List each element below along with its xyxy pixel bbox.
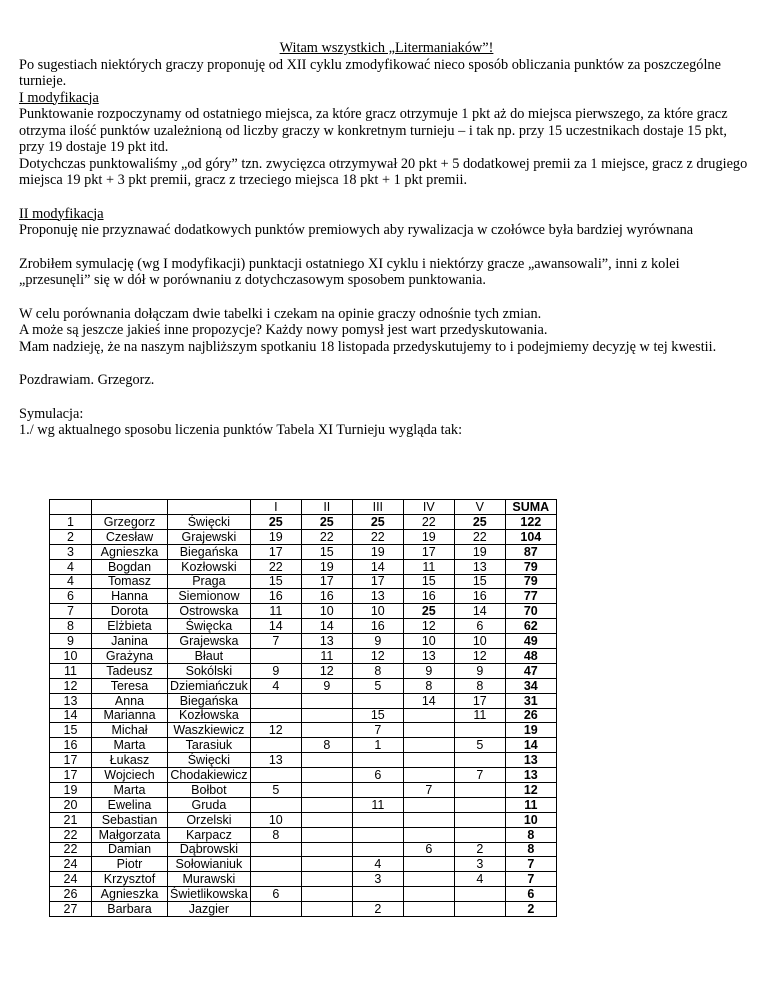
round-1-cell: 12 xyxy=(250,723,301,738)
sum-cell: 122 xyxy=(505,515,556,530)
last-name-cell: Święcki xyxy=(168,753,251,768)
rank-cell: 8 xyxy=(50,619,92,634)
round-5-cell xyxy=(454,753,505,768)
last-name-cell: Ostrowska xyxy=(168,604,251,619)
round-5-cell: 10 xyxy=(454,634,505,649)
table-row xyxy=(50,663,557,678)
round-3-cell: 7 xyxy=(352,723,403,738)
round-1-cell: 22 xyxy=(250,559,301,574)
sum-cell: 70 xyxy=(505,604,556,619)
first-name-cell: Hanna xyxy=(92,589,168,604)
first-name-cell: Janina xyxy=(92,634,168,649)
round-2-cell: 15 xyxy=(301,544,352,559)
first-name-cell: Elżbieta xyxy=(92,619,168,634)
round-5-cell: 5 xyxy=(454,738,505,753)
round-4-cell: 10 xyxy=(403,634,454,649)
round-1-cell xyxy=(250,902,301,917)
round-1-cell: 5 xyxy=(250,783,301,798)
last-name-cell: Praga xyxy=(168,574,251,589)
last-name-cell: Święcka xyxy=(168,619,251,634)
round-1-cell: 15 xyxy=(250,574,301,589)
round-2-cell xyxy=(301,857,352,872)
last-name-cell: Grajewski xyxy=(168,529,251,544)
last-name-cell: Dąbrowski xyxy=(168,842,251,857)
round-2-cell xyxy=(301,902,352,917)
round-2-cell xyxy=(301,693,352,708)
rank-cell: 12 xyxy=(50,678,92,693)
round-1-cell: 16 xyxy=(250,589,301,604)
sum-cell: 12 xyxy=(505,783,556,798)
table-row xyxy=(50,857,557,872)
sum-cell: 26 xyxy=(505,708,556,723)
round-3-cell: 19 xyxy=(352,544,403,559)
round-1-cell xyxy=(250,738,301,753)
round-4-cell xyxy=(403,902,454,917)
round-5-cell: 19 xyxy=(454,544,505,559)
round-3-cell: 2 xyxy=(352,902,403,917)
rank-cell: 3 xyxy=(50,544,92,559)
mod1-text-2: Dotychczas punktowaliśmy „od góry” tzn. zwycięzca otrzymywał 20 pkt + 5 dodatkowej premii za 1 miejsce, gracz z drugiego miejsca 19 pkt + 3 pkt premii, gracz z trzeciego miejsca 18 pkt + 1 pkt premii. xyxy=(19,155,748,188)
rank-cell: 24 xyxy=(50,857,92,872)
sum-cell: 48 xyxy=(505,649,556,664)
round-4-cell: 13 xyxy=(403,649,454,664)
round-2-cell xyxy=(301,708,352,723)
round-5-cell: 9 xyxy=(454,663,505,678)
rank-cell: 2 xyxy=(50,529,92,544)
round-5-cell: 15 xyxy=(454,574,505,589)
round-1-cell: 9 xyxy=(250,663,301,678)
round-1-cell: 8 xyxy=(250,827,301,842)
round-3-cell xyxy=(352,887,403,902)
round-4-cell: 25 xyxy=(403,604,454,619)
round-4-cell: 17 xyxy=(403,544,454,559)
round-5-cell: 6 xyxy=(454,619,505,634)
round-3-cell: 22 xyxy=(352,529,403,544)
header-blank-cell xyxy=(168,500,251,515)
rank-cell: 9 xyxy=(50,634,92,649)
rank-cell: 17 xyxy=(50,768,92,783)
round-2-cell: 12 xyxy=(301,663,352,678)
sum-cell: 62 xyxy=(505,619,556,634)
round-5-cell: 2 xyxy=(454,842,505,857)
round-4-cell xyxy=(403,753,454,768)
rank-cell: 14 xyxy=(50,708,92,723)
sum-cell: 6 xyxy=(505,887,556,902)
round-1-cell: 17 xyxy=(250,544,301,559)
table-row xyxy=(50,634,557,649)
first-name-cell: Anna xyxy=(92,693,168,708)
round-3-cell: 5 xyxy=(352,678,403,693)
round-4-cell xyxy=(403,872,454,887)
last-name-cell: Jazgier xyxy=(168,902,251,917)
round-2-cell: 16 xyxy=(301,589,352,604)
round-2-cell xyxy=(301,887,352,902)
rank-cell: 10 xyxy=(50,649,92,664)
round-5-cell: 25 xyxy=(454,515,505,530)
sum-cell: 7 xyxy=(505,872,556,887)
header-round: III xyxy=(352,500,403,515)
round-1-cell xyxy=(250,649,301,664)
round-3-cell: 15 xyxy=(352,708,403,723)
round-1-cell: 6 xyxy=(250,887,301,902)
intro-paragraph: Po sugestiach niektórych graczy proponuję od XII cyklu zmodyfikować nieco sposób obliczania punktów za poszczególne turnieje. xyxy=(19,56,721,89)
table-row xyxy=(50,678,557,693)
round-3-cell: 16 xyxy=(352,619,403,634)
last-name-cell: Świetlikowska xyxy=(168,887,251,902)
round-4-cell: 6 xyxy=(403,842,454,857)
last-name-cell: Biegańska xyxy=(168,544,251,559)
round-2-cell xyxy=(301,842,352,857)
rank-cell: 7 xyxy=(50,604,92,619)
round-1-cell: 25 xyxy=(250,515,301,530)
table-header-row xyxy=(50,500,557,515)
mod2-text: Proponuję nie przyznawać dodatkowych punktów premiowych aby rywalizacja w czołówce była bardziej wyrównana xyxy=(19,222,694,238)
mod2-heading: II modyfikacja xyxy=(19,205,104,222)
first-name-cell: Agnieszka xyxy=(92,887,168,902)
first-name-cell: Marta xyxy=(92,738,168,753)
rank-cell: 16 xyxy=(50,738,92,753)
table-row xyxy=(50,544,557,559)
table-row xyxy=(50,604,557,619)
table-row xyxy=(50,529,557,544)
round-5-cell: 7 xyxy=(454,768,505,783)
table-row xyxy=(50,872,557,887)
sum-cell: 10 xyxy=(505,812,556,827)
simulation-paragraph: Zrobiłem symulację (wg I modyfikacji) punktacji ostatniego XI cyklu i niektórzy gracze „awansowali”, inni z kolei „przesunęli” się w dół w porównaniu z dotychczasowym sposobem punktowania. xyxy=(19,255,680,288)
round-1-cell xyxy=(250,872,301,887)
round-2-cell xyxy=(301,753,352,768)
round-2-cell xyxy=(301,872,352,887)
header-round: II xyxy=(301,500,352,515)
round-4-cell: 7 xyxy=(403,783,454,798)
first-name-cell: Piotr xyxy=(92,857,168,872)
header-blank-cell xyxy=(50,500,92,515)
sum-cell: 11 xyxy=(505,797,556,812)
first-name-cell: Małgorzata xyxy=(92,827,168,842)
round-5-cell: 8 xyxy=(454,678,505,693)
round-5-cell: 4 xyxy=(454,872,505,887)
round-4-cell xyxy=(403,812,454,827)
rank-cell: 20 xyxy=(50,797,92,812)
round-4-cell xyxy=(403,887,454,902)
first-name-cell: Barbara xyxy=(92,902,168,917)
first-name-cell: Czesław xyxy=(92,529,168,544)
round-3-cell: 4 xyxy=(352,857,403,872)
round-5-cell: 14 xyxy=(454,604,505,619)
first-name-cell: Tomasz xyxy=(92,574,168,589)
round-2-cell: 8 xyxy=(301,738,352,753)
rank-cell: 19 xyxy=(50,783,92,798)
table-row xyxy=(50,768,557,783)
first-name-cell: Bogdan xyxy=(92,559,168,574)
table-row xyxy=(50,753,557,768)
first-name-cell: Damian xyxy=(92,842,168,857)
round-2-cell: 17 xyxy=(301,574,352,589)
round-1-cell: 4 xyxy=(250,678,301,693)
round-2-cell: 11 xyxy=(301,649,352,664)
round-4-cell: 22 xyxy=(403,515,454,530)
last-name-cell: Karpacz xyxy=(168,827,251,842)
compare-line-3: Mam nadzieję, że na naszym najbliższym spotkaniu 18 listopada przedyskutujemy to i podejmiemy decyzję w tej kwestii. xyxy=(19,338,717,355)
round-1-cell xyxy=(250,708,301,723)
round-4-cell: 15 xyxy=(403,574,454,589)
first-name-cell: Teresa xyxy=(92,678,168,693)
round-3-cell: 1 xyxy=(352,738,403,753)
table-row xyxy=(50,589,557,604)
round-3-cell xyxy=(352,812,403,827)
round-1-cell xyxy=(250,797,301,812)
rank-cell: 27 xyxy=(50,902,92,917)
table-row xyxy=(50,723,557,738)
sum-cell: 13 xyxy=(505,768,556,783)
simulation-intro: 1./ wg aktualnego sposobu liczenia punktów Tabela XI Turnieju wygląda tak: xyxy=(19,422,463,438)
last-name-cell: Siemionow xyxy=(168,589,251,604)
round-1-cell xyxy=(250,768,301,783)
sum-cell: 34 xyxy=(505,678,556,693)
round-4-cell: 14 xyxy=(403,693,454,708)
document-body xyxy=(19,40,754,439)
round-4-cell xyxy=(403,738,454,753)
table-row xyxy=(50,827,557,842)
round-5-cell xyxy=(454,812,505,827)
round-4-cell xyxy=(403,708,454,723)
round-1-cell: 13 xyxy=(250,753,301,768)
round-5-cell xyxy=(454,723,505,738)
last-name-cell: Święcki xyxy=(168,515,251,530)
table-row xyxy=(50,649,557,664)
round-4-cell xyxy=(403,723,454,738)
header-blank-cell xyxy=(92,500,168,515)
first-name-cell: Grzegorz xyxy=(92,515,168,530)
round-3-cell: 10 xyxy=(352,604,403,619)
last-name-cell: Grajewska xyxy=(168,634,251,649)
last-name-cell: Gruda xyxy=(168,797,251,812)
round-2-cell: 19 xyxy=(301,559,352,574)
header-round: V xyxy=(454,500,505,515)
round-5-cell xyxy=(454,783,505,798)
round-4-cell xyxy=(403,797,454,812)
round-3-cell: 13 xyxy=(352,589,403,604)
last-name-cell: Dziemiańczuk xyxy=(168,678,251,693)
header-suma: SUMA xyxy=(505,500,556,515)
round-3-cell: 8 xyxy=(352,663,403,678)
round-3-cell: 6 xyxy=(352,768,403,783)
first-name-cell: Grażyna xyxy=(92,649,168,664)
round-4-cell: 12 xyxy=(403,619,454,634)
round-1-cell: 10 xyxy=(250,812,301,827)
rank-cell: 24 xyxy=(50,872,92,887)
sum-cell: 2 xyxy=(505,902,556,917)
round-3-cell: 12 xyxy=(352,649,403,664)
first-name-cell: Agnieszka xyxy=(92,544,168,559)
rank-cell: 26 xyxy=(50,887,92,902)
table-row xyxy=(50,902,557,917)
round-2-cell: 22 xyxy=(301,529,352,544)
round-4-cell: 19 xyxy=(403,529,454,544)
table-row xyxy=(50,619,557,634)
round-1-cell xyxy=(250,857,301,872)
rank-cell: 4 xyxy=(50,559,92,574)
round-2-cell: 9 xyxy=(301,678,352,693)
table-row xyxy=(50,693,557,708)
round-1-cell: 14 xyxy=(250,619,301,634)
round-5-cell: 17 xyxy=(454,693,505,708)
round-3-cell: 9 xyxy=(352,634,403,649)
last-name-cell: Kozłowski xyxy=(168,559,251,574)
round-3-cell xyxy=(352,827,403,842)
rank-cell: 4 xyxy=(50,574,92,589)
sum-cell: 77 xyxy=(505,589,556,604)
last-name-cell: Bołbot xyxy=(168,783,251,798)
sum-cell: 47 xyxy=(505,663,556,678)
sum-cell: 104 xyxy=(505,529,556,544)
round-1-cell xyxy=(250,842,301,857)
round-2-cell xyxy=(301,723,352,738)
sum-cell: 79 xyxy=(505,574,556,589)
table-row xyxy=(50,515,557,530)
header-round: IV xyxy=(403,500,454,515)
first-name-cell: Łukasz xyxy=(92,753,168,768)
round-3-cell: 25 xyxy=(352,515,403,530)
last-name-cell: Tarasiuk xyxy=(168,738,251,753)
round-3-cell: 17 xyxy=(352,574,403,589)
first-name-cell: Wojciech xyxy=(92,768,168,783)
last-name-cell: Sokólski xyxy=(168,663,251,678)
first-name-cell: Michał xyxy=(92,723,168,738)
round-4-cell: 11 xyxy=(403,559,454,574)
sum-cell: 14 xyxy=(505,738,556,753)
first-name-cell: Marta xyxy=(92,783,168,798)
last-name-cell: Błaut xyxy=(168,649,251,664)
round-1-cell: 19 xyxy=(250,529,301,544)
sum-cell: 49 xyxy=(505,634,556,649)
round-5-cell xyxy=(454,902,505,917)
round-2-cell: 25 xyxy=(301,515,352,530)
rank-cell: 22 xyxy=(50,842,92,857)
round-2-cell xyxy=(301,768,352,783)
round-4-cell xyxy=(403,768,454,783)
last-name-cell: Sołowianiuk xyxy=(168,857,251,872)
round-5-cell: 3 xyxy=(454,857,505,872)
rank-cell: 15 xyxy=(50,723,92,738)
compare-line-1: W celu porównania dołączam dwie tabelki i czekam na opinie graczy odnośnie tych zmian. xyxy=(19,305,542,322)
round-3-cell: 11 xyxy=(352,797,403,812)
rank-cell: 6 xyxy=(50,589,92,604)
compare-line-2: A może są jeszcze jakieś inne propozycje? Każdy nowy pomysł jest wart przedyskutowania. xyxy=(19,322,548,338)
rank-cell: 17 xyxy=(50,753,92,768)
round-2-cell: 13 xyxy=(301,634,352,649)
last-name-cell: Biegańska xyxy=(168,693,251,708)
round-5-cell: 11 xyxy=(454,708,505,723)
sum-cell: 79 xyxy=(505,559,556,574)
round-3-cell: 14 xyxy=(352,559,403,574)
results-table xyxy=(49,499,557,917)
round-3-cell xyxy=(352,753,403,768)
last-name-cell: Murawski xyxy=(168,872,251,887)
round-5-cell xyxy=(454,827,505,842)
sum-cell: 13 xyxy=(505,753,556,768)
mod1-heading: I modyfikacja xyxy=(19,89,99,106)
round-3-cell xyxy=(352,842,403,857)
round-2-cell xyxy=(301,827,352,842)
round-1-cell xyxy=(250,693,301,708)
round-4-cell: 16 xyxy=(403,589,454,604)
last-name-cell: Kozłowska xyxy=(168,708,251,723)
round-4-cell xyxy=(403,857,454,872)
first-name-cell: Dorota xyxy=(92,604,168,619)
sum-cell: 8 xyxy=(505,842,556,857)
table-row xyxy=(50,842,557,857)
round-1-cell: 11 xyxy=(250,604,301,619)
sum-cell: 31 xyxy=(505,693,556,708)
rank-cell: 22 xyxy=(50,827,92,842)
round-2-cell xyxy=(301,783,352,798)
round-5-cell: 16 xyxy=(454,589,505,604)
round-1-cell: 7 xyxy=(250,634,301,649)
table-row xyxy=(50,574,557,589)
table-row xyxy=(50,559,557,574)
rank-cell: 13 xyxy=(50,693,92,708)
round-4-cell xyxy=(403,827,454,842)
last-name-cell: Chodakiewicz xyxy=(168,768,251,783)
round-5-cell xyxy=(454,887,505,902)
last-name-cell: Orzelski xyxy=(168,812,251,827)
greeting: Pozdrawiam. Grzegorz. xyxy=(19,372,155,388)
round-5-cell: 12 xyxy=(454,649,505,664)
round-5-cell: 13 xyxy=(454,559,505,574)
mod1-text-1: Punktowanie rozpoczynamy od ostatniego miejsca, za które gracz otrzymuje 1 pkt aż do miejsca pierwszego, za które gracz otrzyma ilość punktów uzależnioną od liczby graczy w konkretnym turnieju – i tak np. przy 15 uczestnikach dostaje 15 pkt, przy 19 dostaje 19 pkt itd. xyxy=(19,106,728,155)
sum-cell: 8 xyxy=(505,827,556,842)
sum-cell: 87 xyxy=(505,544,556,559)
round-2-cell: 14 xyxy=(301,619,352,634)
document-title: Witam wszystkich „Litermaniaków”! xyxy=(279,40,494,56)
round-2-cell xyxy=(301,812,352,827)
round-2-cell: 10 xyxy=(301,604,352,619)
table-row xyxy=(50,738,557,753)
first-name-cell: Sebastian xyxy=(92,812,168,827)
first-name-cell: Tadeusz xyxy=(92,663,168,678)
first-name-cell: Ewelina xyxy=(92,797,168,812)
first-name-cell: Marianna xyxy=(92,708,168,723)
round-4-cell: 9 xyxy=(403,663,454,678)
round-5-cell: 22 xyxy=(454,529,505,544)
sum-cell: 7 xyxy=(505,857,556,872)
round-3-cell xyxy=(352,783,403,798)
round-3-cell: 3 xyxy=(352,872,403,887)
last-name-cell: Waszkiewicz xyxy=(168,723,251,738)
sum-cell: 19 xyxy=(505,723,556,738)
rank-cell: 21 xyxy=(50,812,92,827)
rank-cell: 1 xyxy=(50,515,92,530)
round-3-cell xyxy=(352,693,403,708)
round-2-cell xyxy=(301,797,352,812)
table-row xyxy=(50,708,557,723)
header-round: I xyxy=(250,500,301,515)
round-4-cell: 8 xyxy=(403,678,454,693)
table-row xyxy=(50,797,557,812)
round-5-cell xyxy=(454,797,505,812)
table-row xyxy=(50,887,557,902)
table-row xyxy=(50,783,557,798)
simulation-label: Symulacja: xyxy=(19,405,84,422)
table-row xyxy=(50,812,557,827)
first-name-cell: Krzysztof xyxy=(92,872,168,887)
rank-cell: 11 xyxy=(50,663,92,678)
